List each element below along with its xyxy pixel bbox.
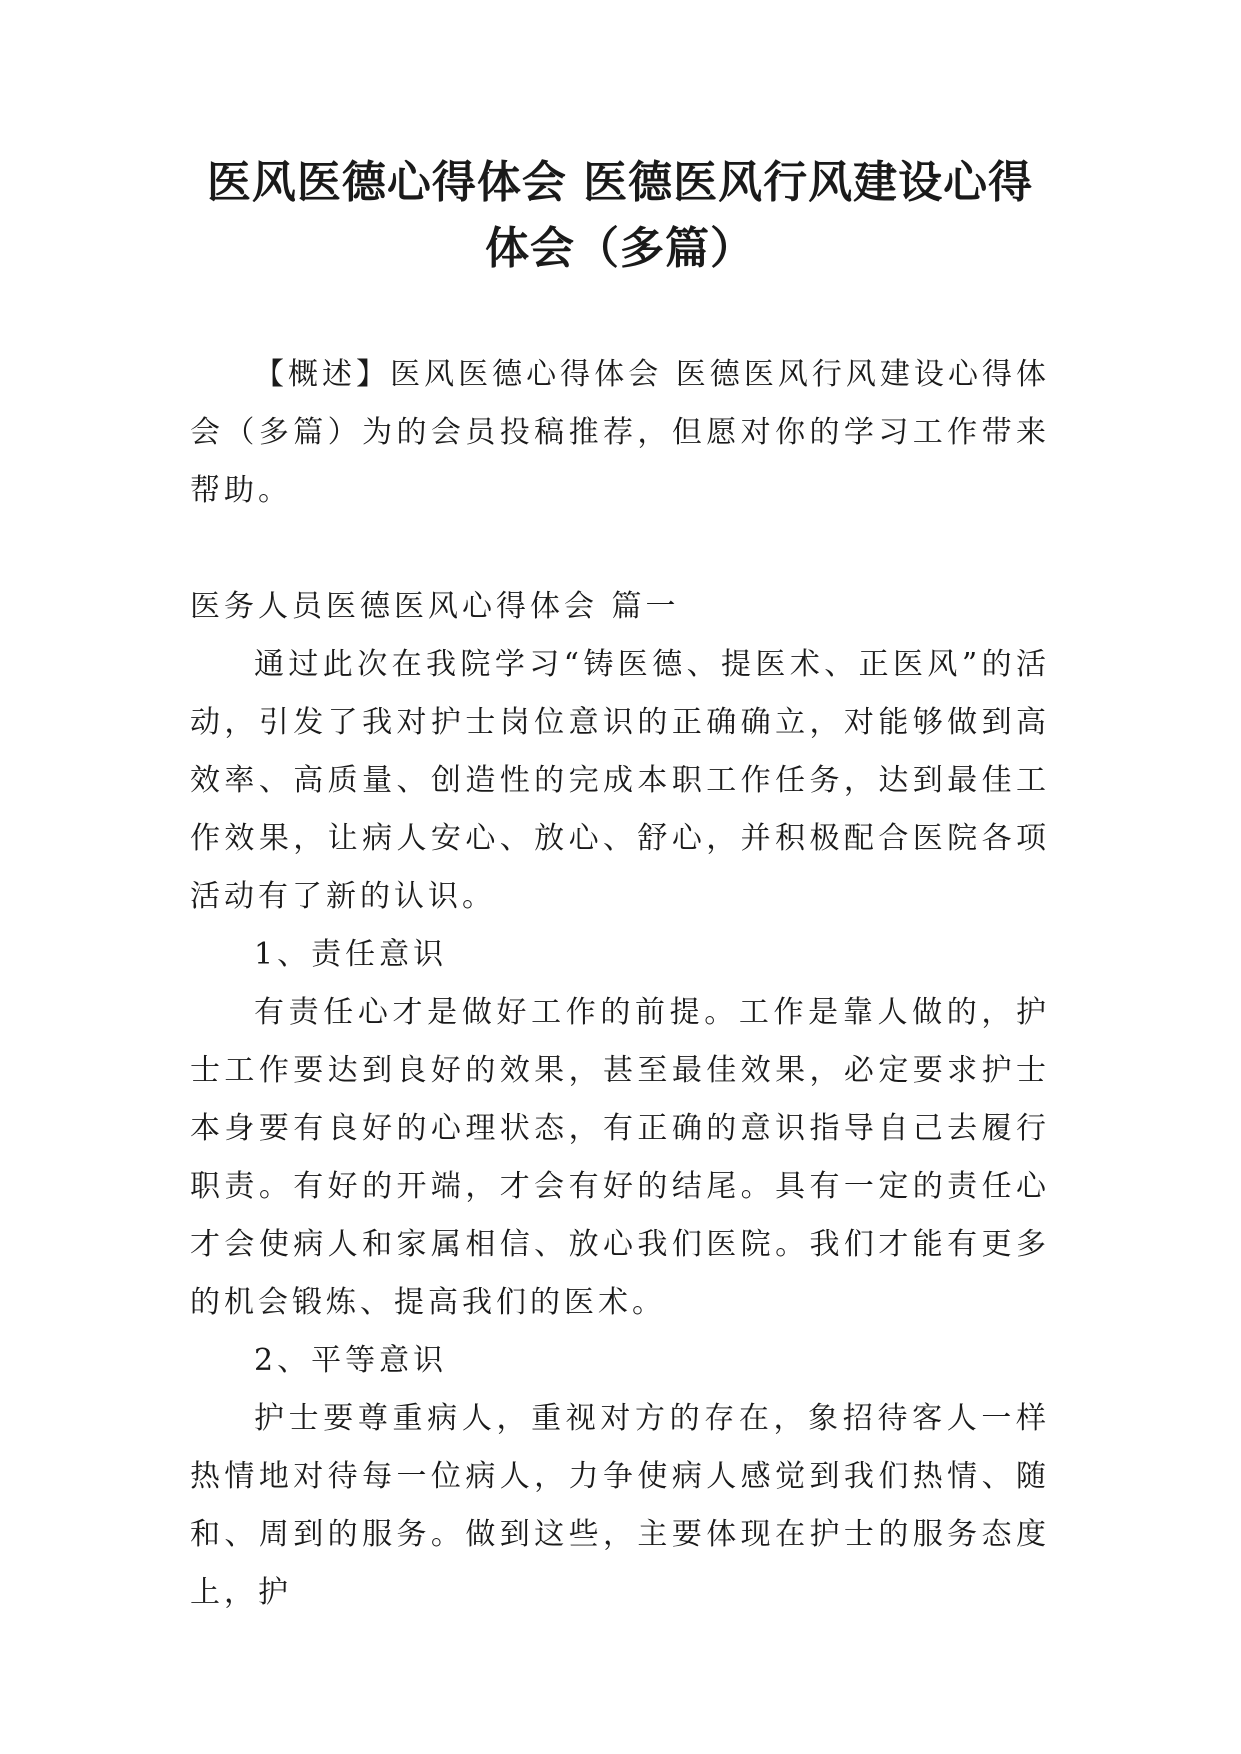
intro-paragraph: 通过此次在我院学习“铸医德、提医术、正医风”的活动，引发了我对护士岗位意识的正确确立，对能够做到高效率、高质量、创造性的完成本职工作任务，达到最佳工作效果，让病人安心、放心、舒心，并积极配合医院各项活动有了新的认识。 [190, 647, 1050, 914]
section-heading: 医务人员医德医风心得体会 篇一 [190, 589, 680, 624]
point2-heading: 2、平等意识 [254, 1343, 448, 1378]
point1-body: 有责任心才是做好工作的前提。工作是靠人做的，护士工作要达到良好的效果，甚至最佳效果，必定要求护士本身要有良好的心理状态，有正确的意识指导自己去履行职责。有好的开端，才会有好的结尾。具有一定的责任心才会使病人和家属相信、放心我们医院。我们才能有更多的机会锻炼、提高我们的医术。 [190, 995, 1050, 1320]
point2-body: 护士要尊重病人，重视对方的存在，象招待客人一样热情地对待每一位病人，力争使病人感觉到我们热情、随和、周到的服务。做到这些，主要体现在护士的服务态度上，护 [190, 1401, 1050, 1610]
document-title: 医风医德心得体会 医德医风行风建设心得体会（多篇） [206, 157, 1034, 274]
document-page [190, 150, 1050, 1622]
point1-heading: 1、责任意识 [254, 937, 448, 972]
summary-paragraph: 【概述】医风医德心得体会 医德医风行风建设心得体会（多篇）为的会员投稿推荐，但愿对你的学习工作带来帮助。 [190, 357, 1050, 508]
spacer [190, 520, 1050, 578]
